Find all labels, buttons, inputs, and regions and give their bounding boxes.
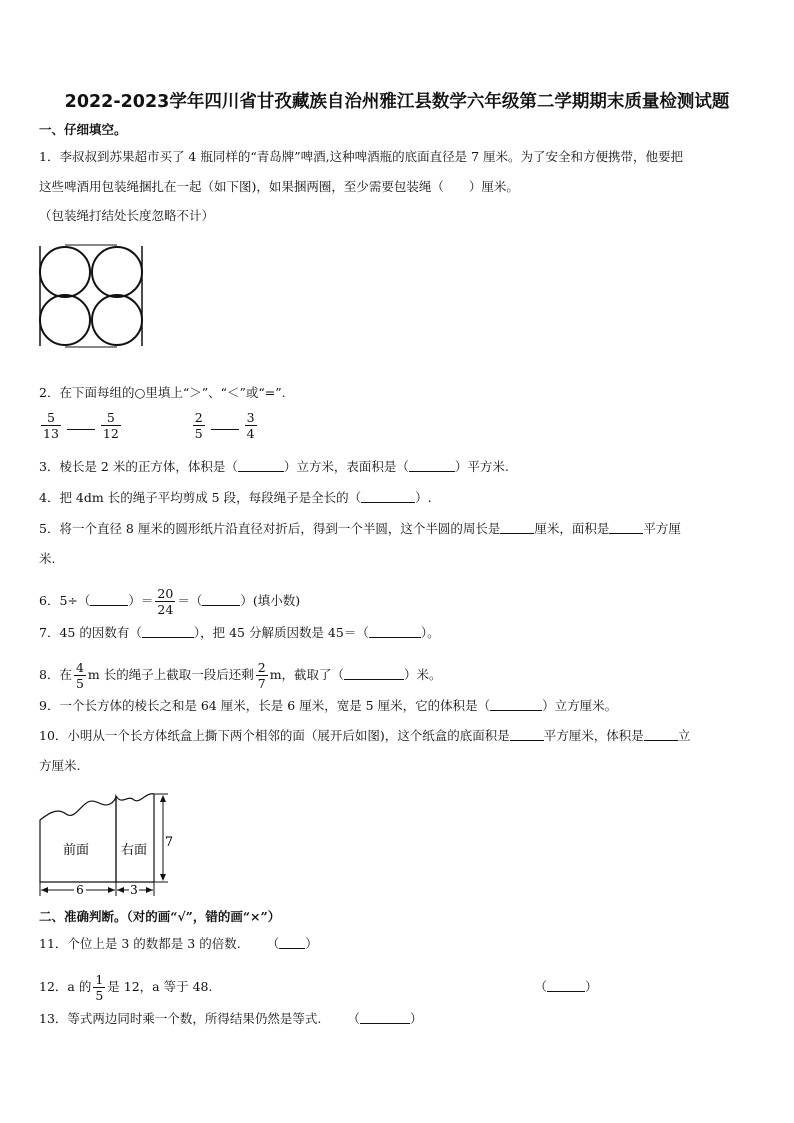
question-1-line-1: 1．李叔叔到苏果超市买了 4 瓶同样的“青岛牌”啤酒,这种啤酒瓶的底面直径是 7 厘米。为了安全和方便携带，他要把 (39, 149, 684, 164)
compare-blank-1[interactable] (67, 417, 95, 430)
question-1-line-2: 这些啤酒用包装绳捆扎在一起（如下图)，如果捆两圈，至少需要包装绳（ ）厘米。 (39, 179, 519, 194)
width-3-label: 3 (130, 883, 138, 897)
answer-blank[interactable] (90, 593, 128, 606)
answer-blank[interactable] (142, 625, 194, 638)
judgment-blank[interactable] (360, 1011, 410, 1024)
right-face-label: 右面 (120, 843, 148, 858)
answer-blank[interactable] (202, 593, 240, 606)
question-11: 11．个位上是 3 的数都是 3 的倍数. （ ） (39, 936, 318, 951)
answer-blank[interactable] (369, 625, 421, 638)
question-12: 12．a 的 $\frac{1}{5}$ 是 12，a 等于 48. （ ） (39, 972, 598, 1003)
answer-blank[interactable] (344, 667, 404, 680)
question-6: 6．5÷（ ）＝ $\frac{20}{24}$ ＝（ ）(填小数) (39, 586, 301, 617)
question-2-comparisons (39, 410, 259, 441)
fraction-5-12: $\frac{5}{12}$ (102, 410, 119, 441)
question-3: 3．棱长是 2 米的正方体，体积是（ ）立方米，表面积是（ ）平方米. (39, 459, 509, 474)
answer-blank[interactable] (490, 698, 542, 711)
answer-blank[interactable] (609, 521, 643, 534)
question-4: 4．把 4dm 长的绳子平均剪成 5 段，每段绳子是全长的（ ）. (39, 490, 432, 505)
fraction-5-13: $\frac{5}{13}$ (43, 410, 59, 441)
answer-blank[interactable] (510, 728, 544, 741)
fraction-3-4: $\frac{3}{4}$ (246, 410, 255, 441)
judgment-blank[interactable] (279, 936, 305, 949)
fraction-20-24: $\frac{20}{24}$ (157, 586, 174, 617)
question-8: 8．在 $\frac{4}{5}$ m 长的绳子上截取一段后还剩 $\frac{2}{7}$ m，截取了（ ）米。 (39, 660, 442, 691)
judgment-blank[interactable] (547, 979, 585, 992)
section-1-heading: 一、仔细填空。 (39, 122, 127, 137)
question-10: 10．小明从一个长方体纸盒上撕下两个相邻的面（展开后如图)，这个纸盒的底面积是 平方厘米，体积是 立 方厘米. (39, 728, 691, 773)
question-9: 9．一个长方体的棱长之和是 64 厘米，长是 6 厘米，宽是 5 厘米，它的体积是（ ）立方厘米。 (39, 698, 618, 713)
section-2-heading: 二、准确判断。（对的画“√”，错的画“×”） (39, 909, 281, 924)
answer-blank[interactable] (361, 490, 415, 503)
height-label: 7 (164, 835, 174, 850)
question-2-text: 2．在下面每组的○里填上“＞”、“＜”或“=”. (39, 385, 286, 400)
question-5: 5．将一个直径 8 厘米的圆形纸片沿直径对折后，得到一个半圆，这个半圆的周长是 厘米，面积是 平方厘 米. (39, 521, 681, 566)
box-net-diagram (36, 790, 176, 900)
fraction-2-5: $\frac{2}{5}$ (194, 410, 203, 441)
question-1-note: （包装绳打结处长度忽略不计） (39, 208, 215, 223)
fraction-4-5: $\frac{4}{5}$ (75, 660, 84, 691)
front-face-label: 前面 (62, 843, 90, 858)
answer-blank[interactable] (500, 521, 534, 534)
fraction-1-5: $\frac{1}{5}$ (95, 972, 104, 1003)
width-6-label: 6 (76, 883, 84, 897)
compare-blank-2[interactable] (211, 417, 239, 430)
answer-blank[interactable] (238, 459, 284, 472)
answer-blank[interactable] (644, 728, 678, 741)
page-title: 2022-2023学年四川省甘孜藏族自治州雅江县数学六年级第二学期期末质量检测试题 (64, 92, 730, 112)
four-bottles-diagram (37, 242, 149, 350)
fraction-2-7: $\frac{2}{7}$ (257, 660, 266, 691)
answer-blank[interactable] (409, 459, 455, 472)
question-7: 7．45 的因数有（ ），把 45 分解质因数是 45＝（ ）。 (39, 625, 440, 640)
question-13: 13．等式两边同时乘一个数，所得结果仍然是等式. （ ） (39, 1011, 423, 1026)
